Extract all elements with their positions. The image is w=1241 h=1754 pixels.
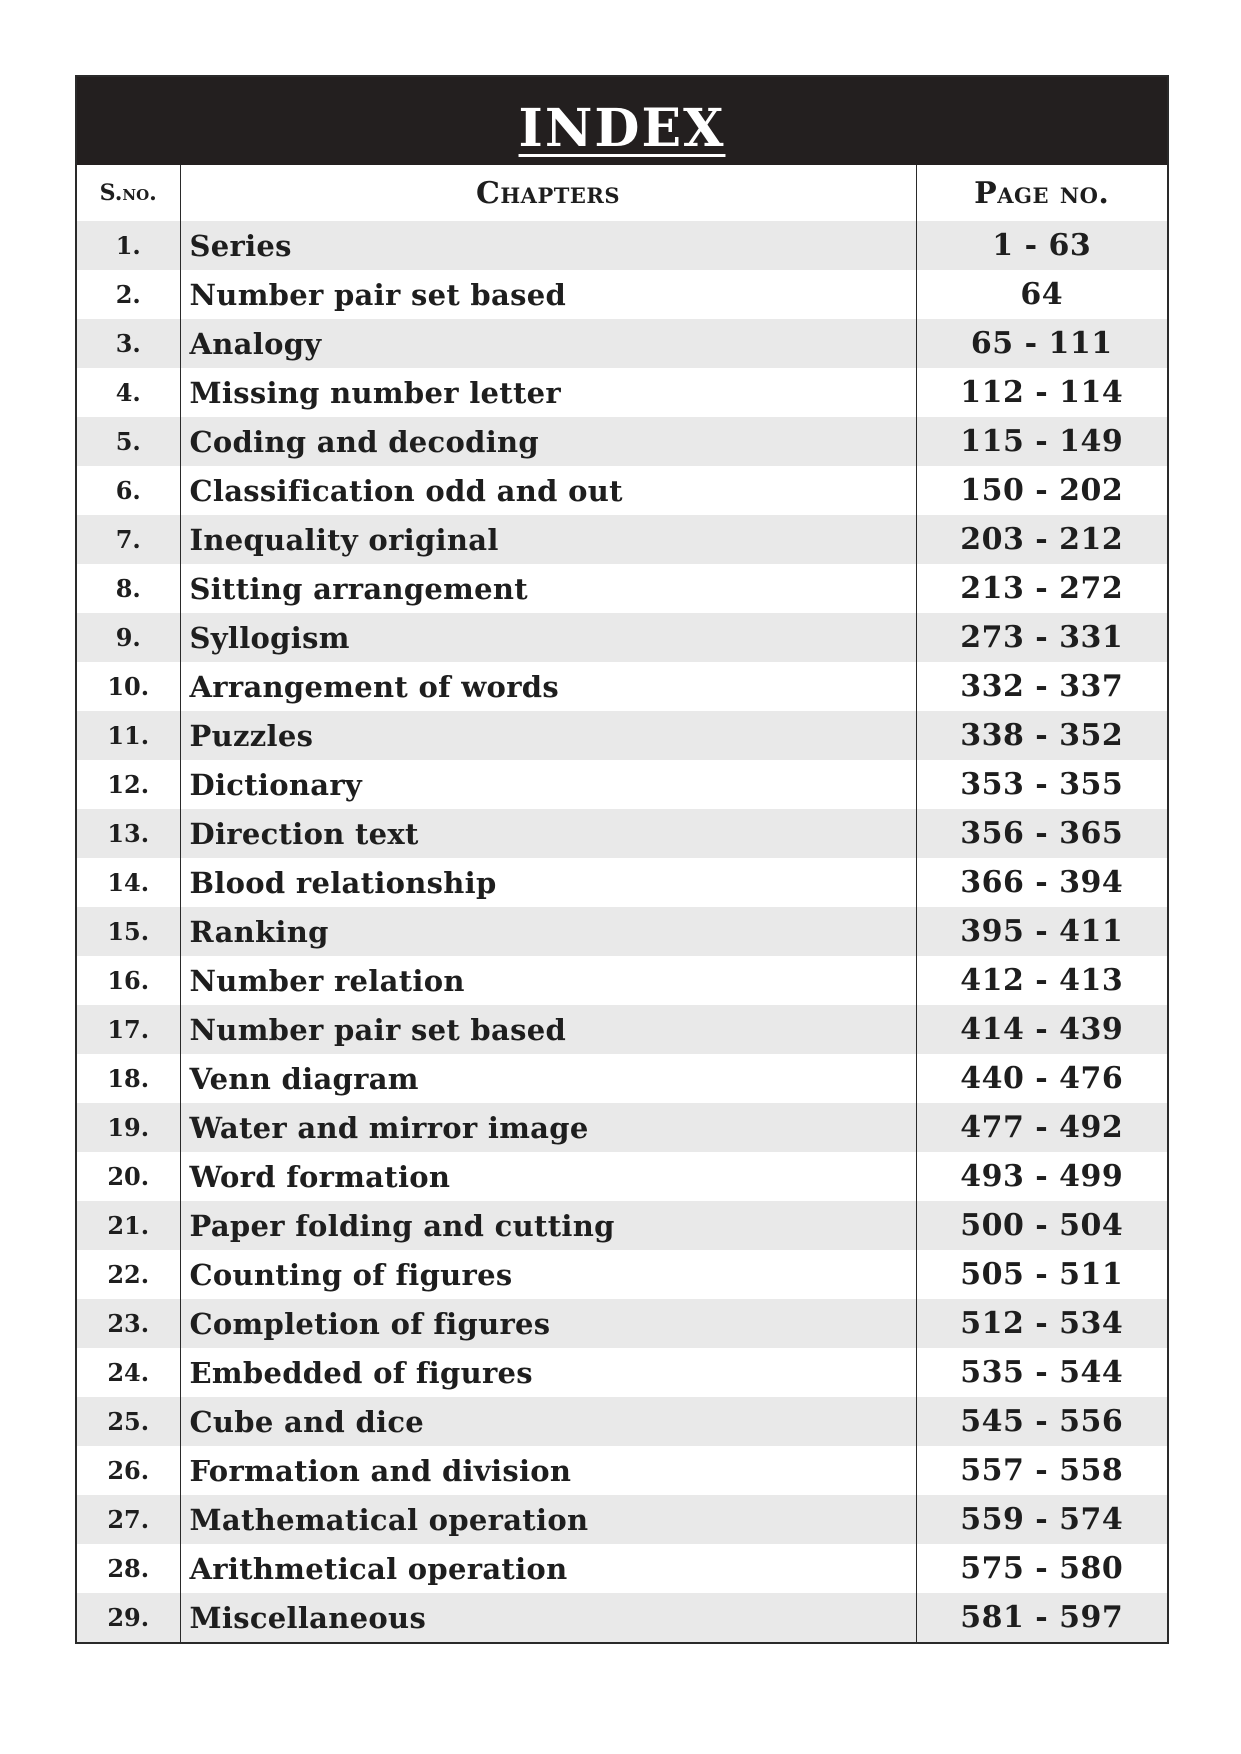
chapter-title: Inequality original [180,515,916,564]
serial-number: 14. [76,858,180,907]
chapter-title: Mathematical operation [180,1495,916,1544]
serial-number: 29. [76,1593,180,1643]
index-row [76,1348,1168,1397]
index-row [76,1103,1168,1152]
page-range: 338 - 352 [916,711,1168,760]
page-range: 505 - 511 [916,1250,1168,1299]
chapter-title: Coding and decoding [180,417,916,466]
page-no-header: Page no. [916,165,1168,221]
serial-number: 2. [76,270,180,319]
serial-number: 4. [76,368,180,417]
page-range: 64 [916,270,1168,319]
chapters-header: Chapters [180,165,916,221]
serial-number: 24. [76,1348,180,1397]
chapter-title: Number relation [180,956,916,1005]
serial-number: 25. [76,1397,180,1446]
index-row [76,1397,1168,1446]
index-table [75,75,1169,1644]
index-row [76,1005,1168,1054]
chapter-title: Classification odd and out [180,466,916,515]
index-row [76,760,1168,809]
index-row [76,466,1168,515]
page-range: 535 - 544 [916,1348,1168,1397]
chapter-title: Word formation [180,1152,916,1201]
page-range: 477 - 492 [916,1103,1168,1152]
page-title: INDEX [518,98,726,159]
page-range: 581 - 597 [916,1593,1168,1643]
page-range: 412 - 413 [916,956,1168,1005]
page-range: 1 - 63 [916,221,1168,270]
chapter-title: Water and mirror image [180,1103,916,1152]
index-row [76,515,1168,564]
index-row [76,711,1168,760]
chapter-title: Missing number letter [180,368,916,417]
chapter-title: Sitting arrangement [180,564,916,613]
page-range: 414 - 439 [916,1005,1168,1054]
index-row [76,662,1168,711]
serial-number: 26. [76,1446,180,1495]
index-row [76,1250,1168,1299]
index-row [76,1446,1168,1495]
chapter-title: Cube and dice [180,1397,916,1446]
index-row [76,368,1168,417]
serial-number: 16. [76,956,180,1005]
index-row [76,319,1168,368]
serial-number: 3. [76,319,180,368]
chapter-title: Miscellaneous [180,1593,916,1643]
chapter-title: Ranking [180,907,916,956]
page-range: 512 - 534 [916,1299,1168,1348]
index-row [76,956,1168,1005]
sno-header: S.no. [76,165,180,221]
index-row [76,270,1168,319]
chapter-title: Direction text [180,809,916,858]
index-row [76,564,1168,613]
chapter-title: Paper folding and cutting [180,1201,916,1250]
serial-number: 13. [76,809,180,858]
title-bar [76,76,1168,165]
serial-number: 19. [76,1103,180,1152]
serial-number: 23. [76,1299,180,1348]
chapter-title: Number pair set based [180,1005,916,1054]
index-row [76,1593,1168,1643]
index-row [76,1544,1168,1593]
chapter-title: Number pair set based [180,270,916,319]
page-range: 493 - 499 [916,1152,1168,1201]
index-row [76,907,1168,956]
page-range: 559 - 574 [916,1495,1168,1544]
index-row [76,1299,1168,1348]
page-range: 356 - 365 [916,809,1168,858]
page-range: 500 - 504 [916,1201,1168,1250]
serial-number: 27. [76,1495,180,1544]
index-row [76,1201,1168,1250]
page-range: 273 - 331 [916,613,1168,662]
serial-number: 22. [76,1250,180,1299]
index-row [76,221,1168,270]
chapter-title: Arrangement of words [180,662,916,711]
index-row [76,417,1168,466]
index-row [76,1152,1168,1201]
serial-number: 12. [76,760,180,809]
chapter-title: Syllogism [180,613,916,662]
serial-number: 6. [76,466,180,515]
serial-number: 21. [76,1201,180,1250]
serial-number: 10. [76,662,180,711]
page-range: 395 - 411 [916,907,1168,956]
page-range: 366 - 394 [916,858,1168,907]
page-range: 575 - 580 [916,1544,1168,1593]
page-range: 557 - 558 [916,1446,1168,1495]
page-range: 545 - 556 [916,1397,1168,1446]
serial-number: 5. [76,417,180,466]
chapter-title: Completion of figures [180,1299,916,1348]
chapter-title: Formation and division [180,1446,916,1495]
chapter-title: Blood relationship [180,858,916,907]
serial-number: 8. [76,564,180,613]
chapter-title: Series [180,221,916,270]
page-range: 353 - 355 [916,760,1168,809]
serial-number: 28. [76,1544,180,1593]
page-range: 213 - 272 [916,564,1168,613]
serial-number: 20. [76,1152,180,1201]
serial-number: 7. [76,515,180,564]
serial-number: 17. [76,1005,180,1054]
page-range: 203 - 212 [916,515,1168,564]
index-row [76,1054,1168,1103]
page-range: 112 - 114 [916,368,1168,417]
index-row [76,809,1168,858]
chapter-title: Counting of figures [180,1250,916,1299]
chapter-title: Puzzles [180,711,916,760]
serial-number: 9. [76,613,180,662]
serial-number: 11. [76,711,180,760]
index-row [76,1495,1168,1544]
serial-number: 15. [76,907,180,956]
page-range: 332 - 337 [916,662,1168,711]
index-body [76,221,1168,1643]
page-range: 440 - 476 [916,1054,1168,1103]
title-cell [76,76,1168,165]
page-range: 115 - 149 [916,417,1168,466]
chapter-title: Embedded of figures [180,1348,916,1397]
page-range: 150 - 202 [916,466,1168,515]
serial-number: 1. [76,221,180,270]
chapter-title: Dictionary [180,760,916,809]
page-range: 65 - 111 [916,319,1168,368]
chapter-title: Venn diagram [180,1054,916,1103]
column-header-row [76,165,1168,221]
serial-number: 18. [76,1054,180,1103]
chapter-title: Analogy [180,319,916,368]
index-row [76,858,1168,907]
chapter-title: Arithmetical operation [180,1544,916,1593]
index-row [76,613,1168,662]
